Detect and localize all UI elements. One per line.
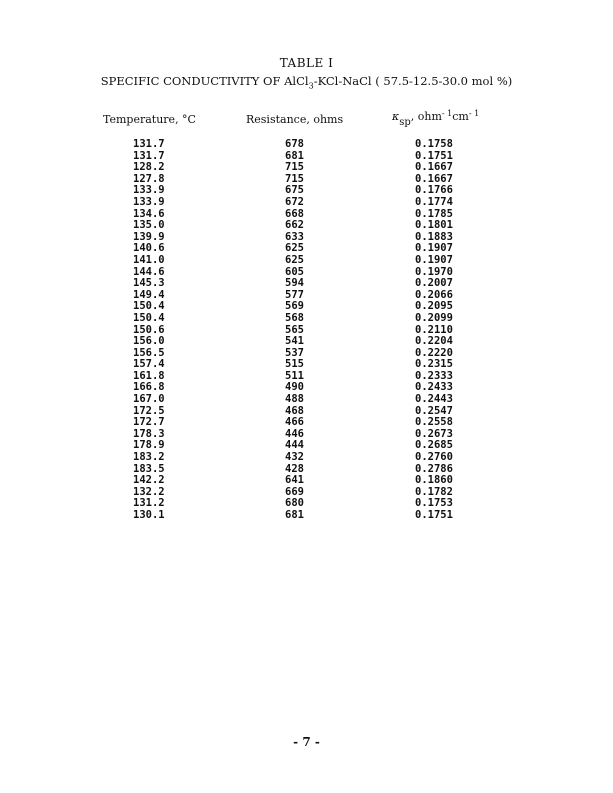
table-row <box>0 266 613 278</box>
cell-conductivity: 0.1907 <box>415 253 453 266</box>
cell-temperature: 149.4 <box>133 288 165 301</box>
table-row <box>0 451 613 463</box>
cell-resistance: 511 <box>285 369 304 382</box>
cell-resistance: 633 <box>285 230 304 243</box>
table-row <box>0 439 613 451</box>
cell-temperature: 133.9 <box>133 184 165 197</box>
cell-temperature: 157.4 <box>133 358 165 371</box>
cell-conductivity: 0.2547 <box>415 404 453 417</box>
table-row <box>0 254 613 266</box>
table-row <box>0 196 613 208</box>
cell-resistance: 715 <box>285 161 304 174</box>
table-row <box>0 347 613 359</box>
cell-temperature: 139.9 <box>133 230 165 243</box>
cell-conductivity: 0.2315 <box>415 358 453 371</box>
cell-conductivity: 0.2558 <box>415 416 453 429</box>
cell-resistance: 428 <box>285 462 304 475</box>
table-row <box>0 463 613 475</box>
cell-conductivity: 0.1766 <box>415 184 453 197</box>
cell-temperature: 140.6 <box>133 242 165 255</box>
cell-resistance: 672 <box>285 195 304 208</box>
cell-resistance: 625 <box>285 253 304 266</box>
table-title <box>0 74 613 90</box>
kappa-sup-cm: - 1 <box>468 109 480 118</box>
cell-temperature: 130.1 <box>133 509 165 521</box>
table-row <box>0 324 613 336</box>
cell-conductivity: 0.2110 <box>415 323 453 336</box>
table-row <box>0 173 613 185</box>
cell-conductivity: 0.1751 <box>415 149 453 162</box>
table-row <box>0 497 613 509</box>
cell-resistance: 668 <box>285 207 304 220</box>
cell-resistance: 641 <box>285 474 304 487</box>
cell-conductivity: 0.2099 <box>415 311 453 324</box>
cell-temperature: 150.4 <box>133 300 165 313</box>
table-row <box>0 161 613 173</box>
cell-resistance: 680 <box>285 497 304 510</box>
cell-conductivity: 0.2066 <box>415 288 453 301</box>
cell-resistance: 565 <box>285 323 304 336</box>
kappa-unit-cm: cm <box>452 110 469 123</box>
table-row <box>0 393 613 405</box>
cell-temperature: 161.8 <box>133 369 165 382</box>
cell-resistance: 715 <box>285 172 304 185</box>
cell-temperature: 178.9 <box>133 439 165 452</box>
cell-temperature: 135.0 <box>133 219 165 232</box>
cell-conductivity: 0.1753 <box>415 497 453 510</box>
title-subscript: 3 <box>308 81 314 91</box>
table-row <box>0 416 613 428</box>
cell-resistance: 669 <box>285 485 304 498</box>
header-conductivity <box>392 109 480 128</box>
header-temperature: Temperature, °C <box>103 113 196 126</box>
table-row <box>0 242 613 254</box>
cell-temperature: 178.3 <box>133 427 165 440</box>
table-row <box>0 405 613 417</box>
cell-conductivity: 0.2673 <box>415 427 453 440</box>
cell-temperature: 128.2 <box>133 161 165 174</box>
table-label: TABLE I <box>279 56 334 70</box>
cell-conductivity: 0.2220 <box>415 346 453 359</box>
cell-conductivity: 0.2333 <box>415 369 453 382</box>
cell-conductivity: 0.1883 <box>415 230 453 243</box>
cell-temperature: 172.5 <box>133 404 165 417</box>
cell-conductivity: 0.2443 <box>415 393 453 406</box>
cell-conductivity: 0.1801 <box>415 219 453 232</box>
cell-resistance: 568 <box>285 311 304 324</box>
cell-resistance: 490 <box>285 381 304 394</box>
table-row <box>0 486 613 498</box>
cell-temperature: 132.2 <box>133 485 165 498</box>
cell-conductivity: 0.1782 <box>415 485 453 498</box>
cell-temperature: 134.6 <box>133 207 165 220</box>
table-row <box>0 335 613 347</box>
cell-temperature: 183.5 <box>133 462 165 475</box>
cell-conductivity: 0.1970 <box>415 265 453 278</box>
cell-resistance: 605 <box>285 265 304 278</box>
cell-temperature: 144.6 <box>133 265 165 278</box>
cell-conductivity: 0.2786 <box>415 462 453 475</box>
table-row <box>0 370 613 382</box>
title-rest: -KCl-NaCl ( 57.5-12.5-30.0 mol %) <box>313 74 513 88</box>
kappa-unit-ohm: , ohm <box>410 110 442 123</box>
cell-temperature: 127.8 <box>133 172 165 185</box>
cell-conductivity: 0.2685 <box>415 439 453 452</box>
cell-conductivity: 0.1860 <box>415 474 453 487</box>
table-row <box>0 150 613 162</box>
cell-conductivity: 0.1774 <box>415 195 453 208</box>
cell-conductivity: 0.1667 <box>415 161 453 174</box>
kappa-subscript: sp <box>399 117 411 128</box>
title-prefix: SPECIFIC CONDUCTIVITY OF AlCl <box>100 74 309 88</box>
cell-conductivity: 0.2095 <box>415 300 453 313</box>
cell-temperature: 133.9 <box>133 195 165 208</box>
cell-resistance: 444 <box>285 439 304 452</box>
table-row <box>0 428 613 440</box>
cell-resistance: 515 <box>285 358 304 371</box>
cell-resistance: 537 <box>285 346 304 359</box>
cell-conductivity: 0.1667 <box>415 172 453 185</box>
cell-resistance: 681 <box>285 149 304 162</box>
table-row <box>0 312 613 324</box>
table-row <box>0 509 613 521</box>
cell-resistance: 569 <box>285 300 304 313</box>
cell-resistance: 541 <box>285 335 304 348</box>
cell-conductivity: 0.1751 <box>415 509 453 521</box>
cell-resistance: 662 <box>285 219 304 232</box>
cell-temperature: 150.6 <box>133 323 165 336</box>
table-row <box>0 184 613 196</box>
cell-temperature: 167.0 <box>133 393 165 406</box>
cell-temperature: 150.4 <box>133 311 165 324</box>
cell-temperature: 145.3 <box>133 277 165 290</box>
cell-resistance: 468 <box>285 404 304 417</box>
table-row <box>0 474 613 486</box>
cell-temperature: 141.0 <box>133 253 165 266</box>
table-row <box>0 231 613 243</box>
cell-resistance: 681 <box>285 509 304 521</box>
page-number: - 7 - <box>293 735 320 749</box>
table-row <box>0 277 613 289</box>
table-row <box>0 289 613 301</box>
cell-conductivity: 0.2204 <box>415 335 453 348</box>
kappa-sup-ohm: - 1 <box>441 109 453 118</box>
header-resistance: Resistance, ohms <box>246 113 344 126</box>
data-table-body <box>0 138 613 521</box>
cell-temperature: 156.5 <box>133 346 165 359</box>
cell-conductivity: 0.2760 <box>415 451 453 464</box>
cell-temperature: 131.7 <box>133 149 165 162</box>
cell-resistance: 675 <box>285 184 304 197</box>
table-row <box>0 300 613 312</box>
cell-resistance: 678 <box>285 138 304 150</box>
cell-resistance: 446 <box>285 427 304 440</box>
cell-resistance: 488 <box>285 393 304 406</box>
cell-conductivity: 0.1907 <box>415 242 453 255</box>
cell-temperature: 131.2 <box>133 497 165 510</box>
cell-resistance: 594 <box>285 277 304 290</box>
table-row <box>0 208 613 220</box>
cell-conductivity: 0.2007 <box>415 277 453 290</box>
cell-resistance: 466 <box>285 416 304 429</box>
cell-temperature: 142.2 <box>133 474 165 487</box>
cell-resistance: 432 <box>285 451 304 464</box>
cell-conductivity: 0.1758 <box>415 138 453 150</box>
cell-temperature: 131.7 <box>133 138 165 150</box>
table-row <box>0 219 613 231</box>
table-row <box>0 381 613 393</box>
table-row <box>0 138 613 150</box>
cell-temperature: 172.7 <box>133 416 165 429</box>
cell-temperature: 166.8 <box>133 381 165 394</box>
table-row <box>0 358 613 370</box>
column-headers <box>0 110 613 130</box>
cell-resistance: 625 <box>285 242 304 255</box>
cell-conductivity: 0.2433 <box>415 381 453 394</box>
cell-conductivity: 0.1785 <box>415 207 453 220</box>
cell-temperature: 156.0 <box>133 335 165 348</box>
cell-resistance: 577 <box>285 288 304 301</box>
kappa-symbol: κ <box>392 110 400 123</box>
cell-temperature: 183.2 <box>133 451 165 464</box>
